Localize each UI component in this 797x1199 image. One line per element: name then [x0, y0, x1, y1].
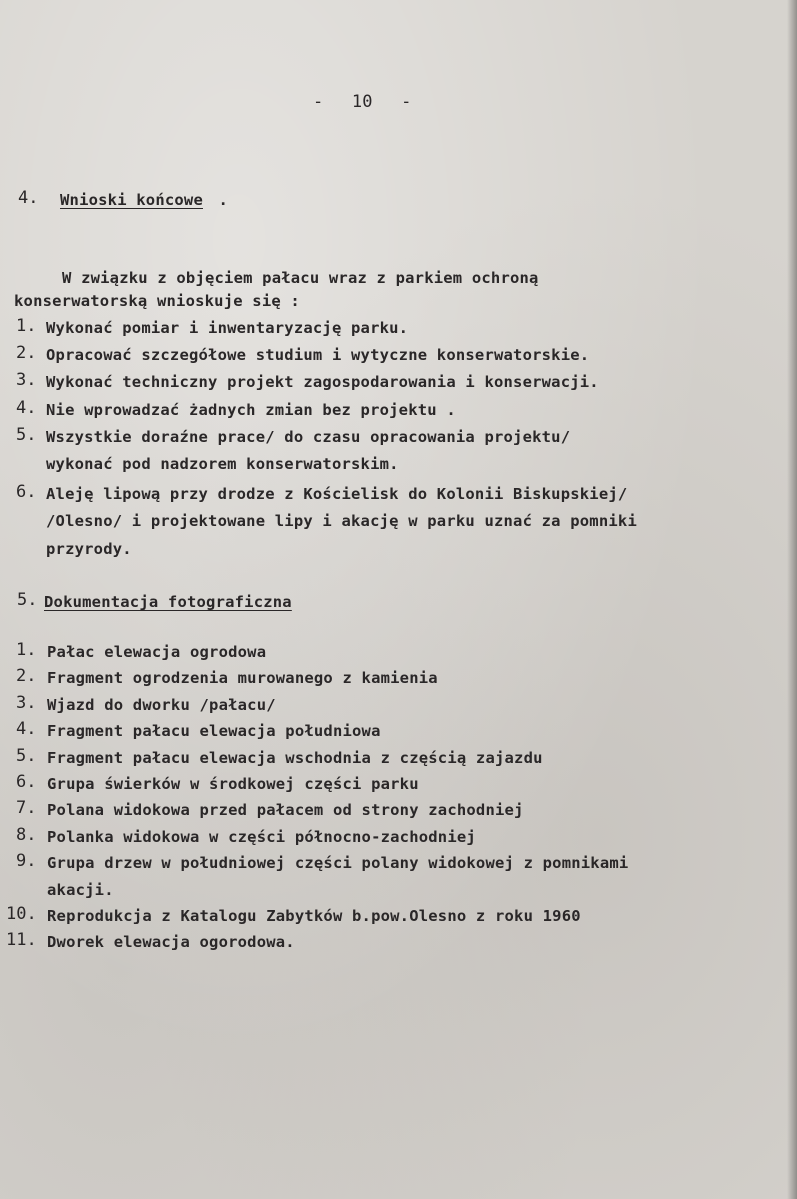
conclusion-item-text: Opracować szczegółowe studium i wytyczne konserwatorskie.: [46, 346, 590, 365]
conclusion-item-text: Aleję lipową przy drodze z Kościelisk do Kolonii Biskupskiej/: [46, 485, 628, 504]
photo-item-text: akacji.: [47, 880, 114, 899]
photo-item-number: 4.: [16, 719, 37, 740]
conclusion-item-text: /Olesno/ i projektowane lipy i akację w parku uznać za pomniki: [46, 512, 637, 531]
section-4-heading: [60, 190, 228, 210]
photo-item-number: 8.: [16, 824, 37, 845]
photo-item-number: 5.: [16, 745, 37, 766]
conclusion-item-text: Wykonać techniczny projekt zagospodarowania i konserwacji.: [46, 373, 599, 392]
conclusion-item-number: 1.: [16, 316, 37, 336]
photo-item-text: Polana widokowa przed pałacem od strony zachodniej: [47, 801, 524, 820]
photo-item-text: Grupa świerków w środkowej części parku: [47, 775, 419, 793]
photo-item-text: Fragment pałacu elewacja południowa: [47, 722, 381, 741]
photo-item-number: 3.: [16, 692, 37, 713]
photo-item-number: 6.: [16, 772, 37, 792]
page-edge-shadow: [787, 0, 797, 1199]
photo-item-text: Dworek elewacja ogorodowa.: [47, 933, 295, 952]
conclusion-item-text: przyrody.: [46, 539, 132, 558]
section-5-heading: Dokumentacja fotograficzna: [44, 593, 292, 611]
conclusion-item-number: 4.: [16, 397, 37, 418]
intro-line-1: W związku z objęciem pałacu wraz z parkiem ochroną: [62, 269, 539, 287]
photo-item-text: Fragment ogrodzenia murowanego z kamienia: [47, 669, 438, 688]
section-5-number: 5.: [17, 590, 38, 610]
photo-item-text: Pałac elewacja ogrodowa: [47, 643, 267, 661]
conclusion-item-text: Nie wprowadzać żadnych zmian bez projektu .: [46, 400, 456, 419]
conclusion-item-number: 6.: [16, 482, 37, 503]
photo-item-number: 9.: [16, 851, 37, 872]
photo-item-text: Reprodukcja z Katalogu Zabytków b.pow.Olesno z roku 1960: [47, 907, 581, 925]
page-number: - 10 -: [313, 92, 412, 112]
conclusion-item-number: 2.: [16, 343, 37, 364]
photo-item-text: Wjazd do dworku /pałacu/: [47, 695, 276, 714]
photo-item-text: Fragment pałacu elewacja wschodnia z częścią zajazdu: [47, 748, 543, 767]
section-4-number: 4.: [18, 188, 39, 208]
photo-item-number: 7.: [16, 798, 37, 819]
conclusion-item-text: Wykonać pomiar i inwentaryzację parku.: [46, 319, 409, 337]
conclusion-item-number: 3.: [16, 370, 37, 391]
conclusion-item-text: Wszystkie doraźne prace/ do czasu opracowania projektu/: [46, 427, 571, 446]
section-4-heading-dot: .: [218, 191, 229, 209]
conclusion-item-number: 5.: [16, 424, 37, 445]
conclusion-item-text: wykonać pod nadzorem konserwatorskim.: [46, 455, 399, 473]
photo-item-number: 2.: [16, 666, 37, 687]
photo-item-text: Grupa drzew w południowej części polany widokowej z pomnikami: [47, 854, 629, 873]
photo-item-number: 1.: [16, 640, 37, 660]
photo-item-text: Polanka widokowa w części północno-zachodniej: [47, 827, 476, 846]
photo-item-number: 10.: [6, 904, 37, 924]
section-4-heading-text: Wnioski końcowe: [60, 191, 203, 209]
photo-item-number: 11.: [6, 930, 37, 951]
intro-line-2: konserwatorską wnioskuje się :: [14, 292, 300, 310]
